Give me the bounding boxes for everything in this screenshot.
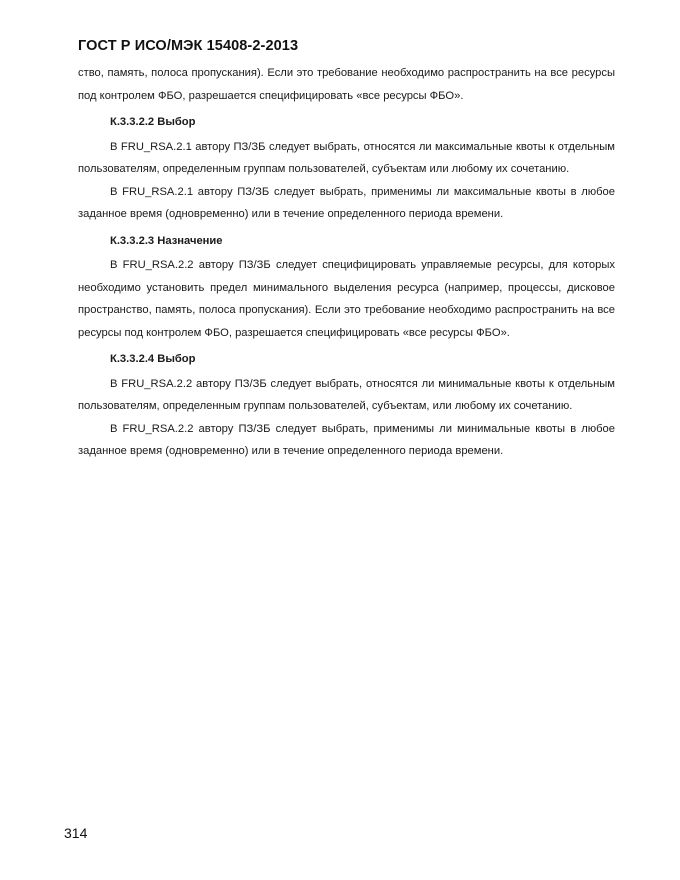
section-heading-k3323: К.3.3.2.3 Назначение [110,234,223,247]
page-number: 314 [64,825,88,841]
paragraph: В FRU_RSA.2.2 автору ПЗ/ЗБ следует выбрать, применимы ли минимальные квоты в любое заданное время (одновременно) или в течение определенного периода времени. [78,422,615,457]
paragraph: В FRU_RSA.2.1 автору ПЗ/ЗБ следует выбрать, применимы ли максимальные квоты в любое заданное время (одновременно) или в течение определенного периода времени. [78,185,615,220]
paragraph: В FRU_RSA.2.2 автору ПЗ/ЗБ следует специфицировать управляемые ресурсы, для которых необходимо установить предел минимального выделения ресурса (например, процессы, дисковое пространство, память, полоса пропускания). Если это требование необходимо распространить на все ресурсы под контролем ФБО, разрешается специфицировать «все ресурсы ФБО». [78,259,615,339]
paragraph: В FRU_RSA.2.1 автору ПЗ/ЗБ следует выбрать, относятся ли максимальные квоты к отдельным пользователям, определенным группам пользователей, субъектам или любому их сочетанию. [78,140,615,175]
paragraph: В FRU_RSA.2.2 автору ПЗ/ЗБ следует выбрать, относятся ли минимальные квоты к отдельным пользователям, определенным группам пользователей, субъектам, или любому их сочетанию. [78,377,615,412]
section-heading-k3324: К.3.3.2.4 Выбор [110,353,196,365]
document-header: ГОСТ Р ИСО/МЭК 15408-2-2013 [78,38,299,54]
section-heading-k3322: К.3.3.2.2 Выбор [110,116,196,128]
document-body [78,62,615,463]
paragraph-continuation: ство, память, полоса пропускания). Если это требование необходимо распространить на все ресурсы под контролем ФБО, разрешается специфицировать «все ресурсы ФБО». [78,67,615,102]
